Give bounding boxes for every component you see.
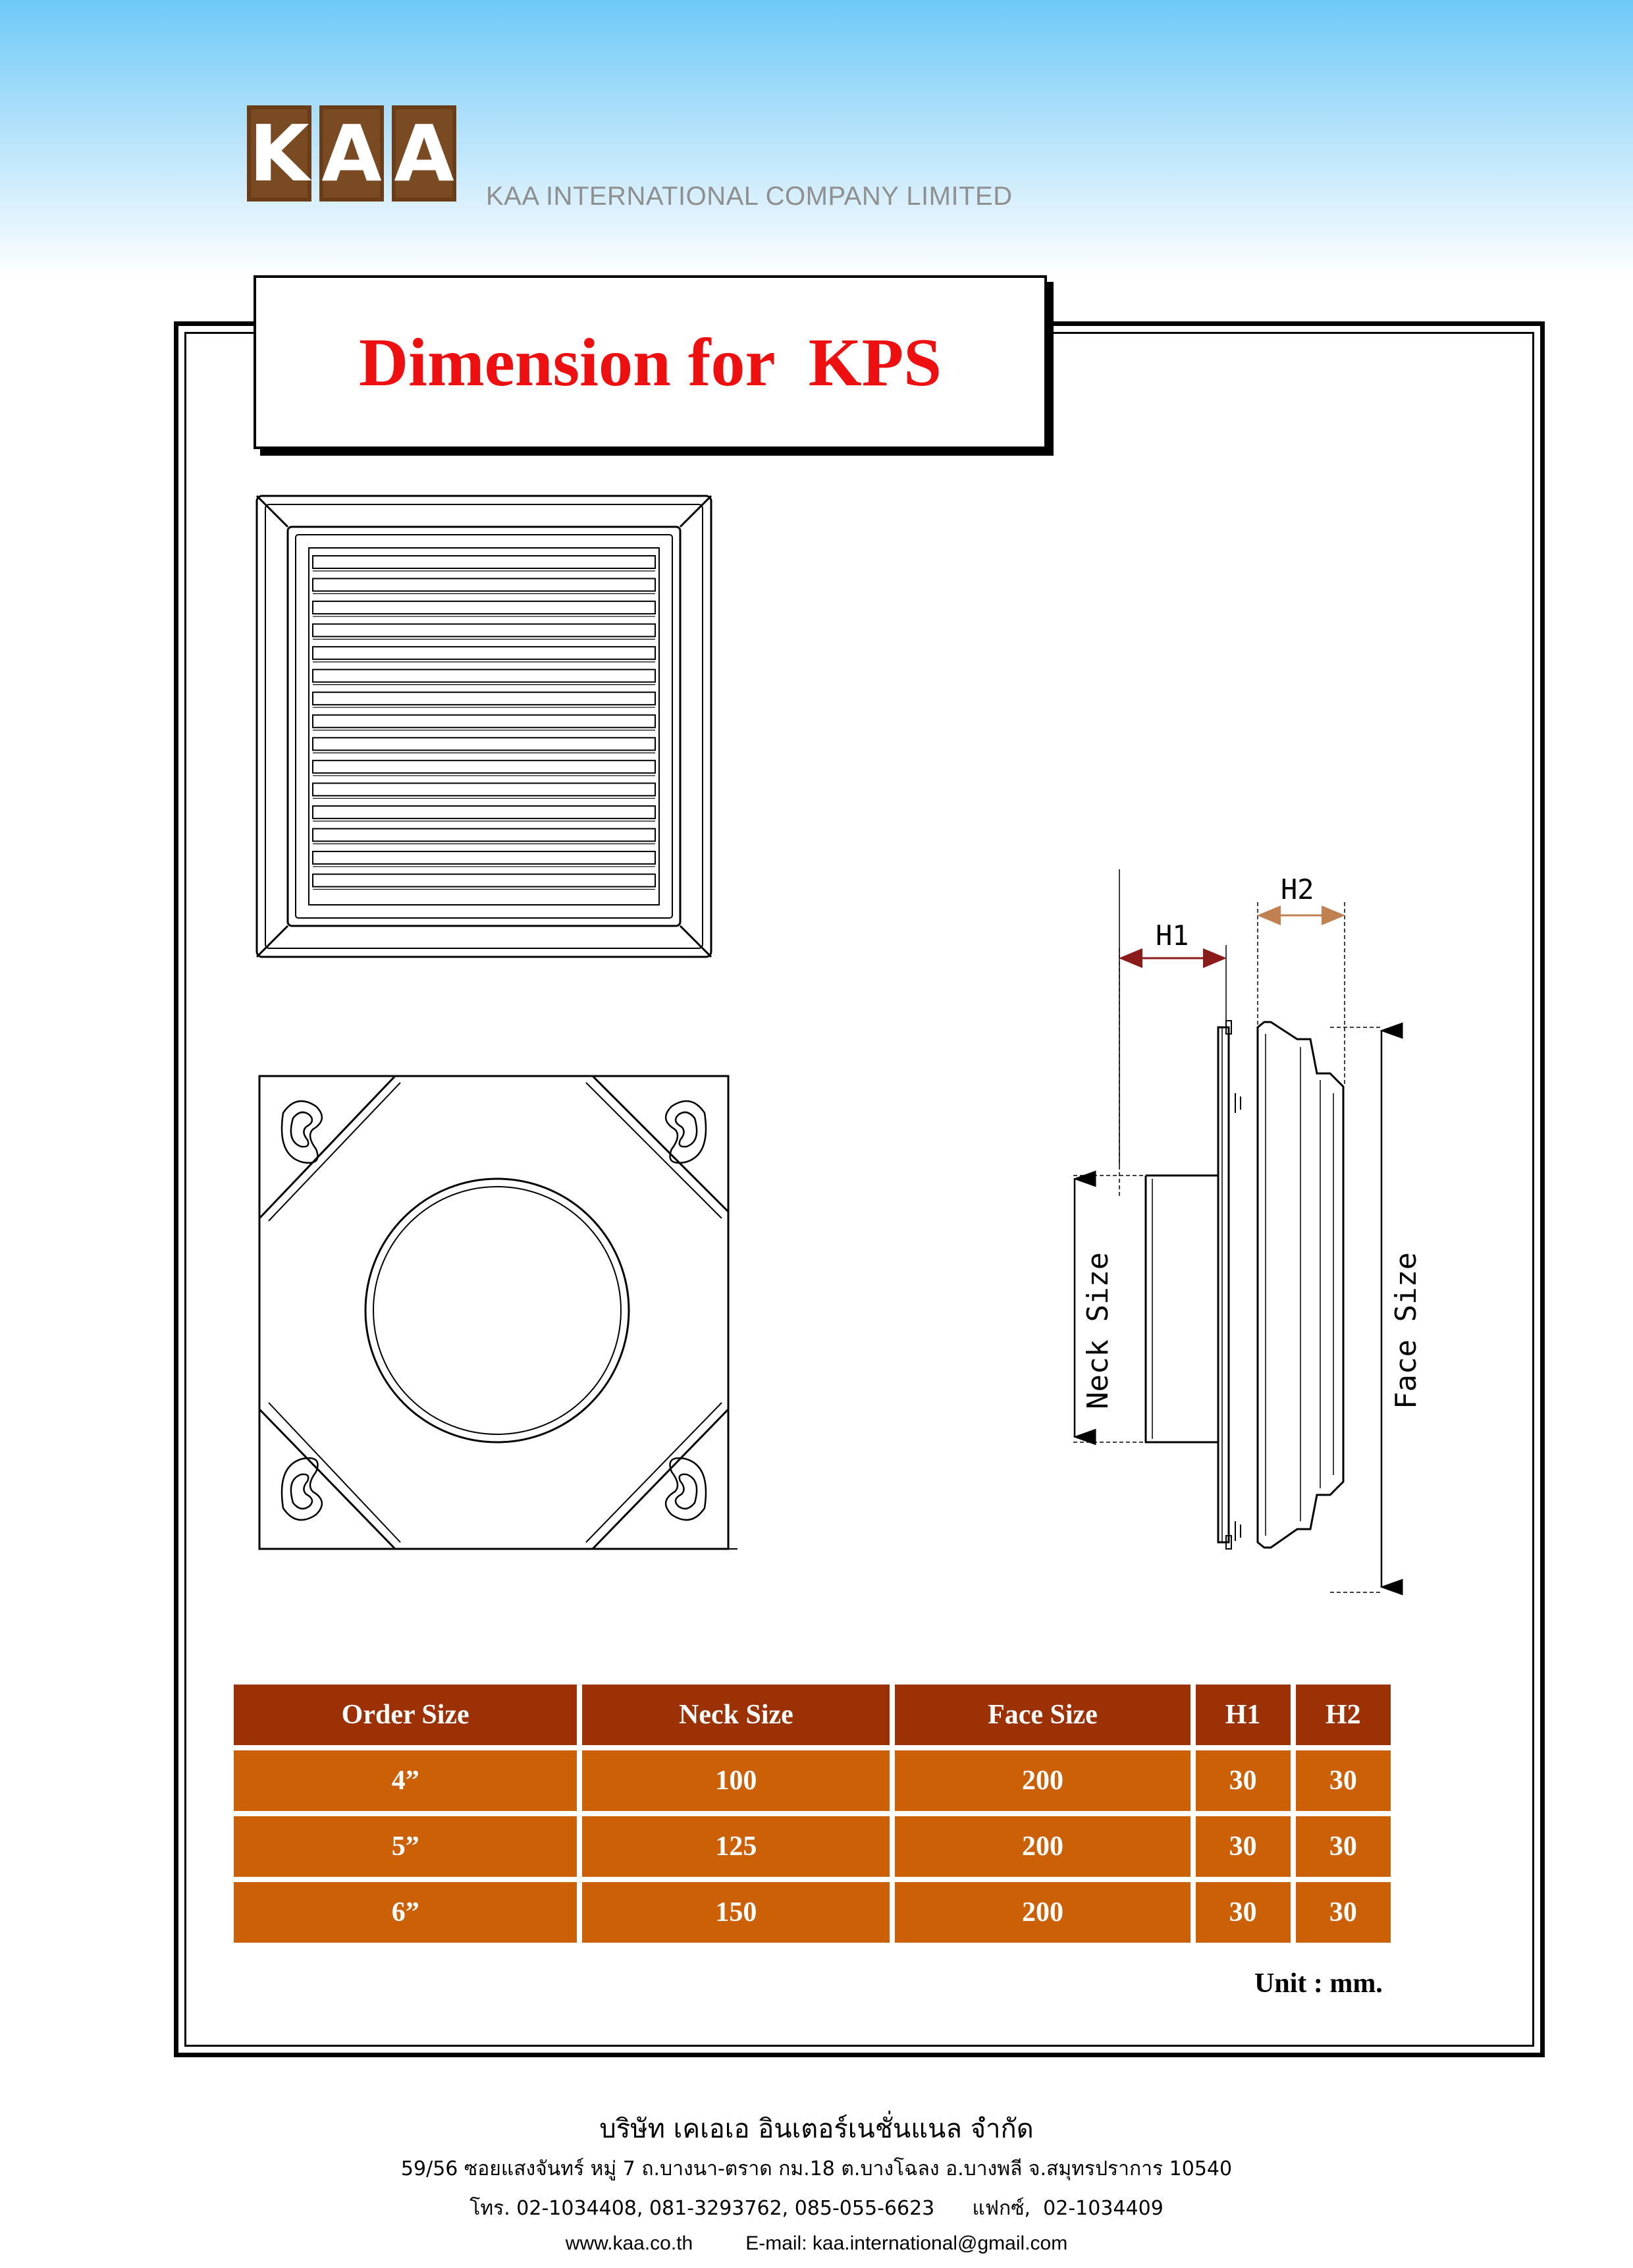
table-cell: 125 [582, 1816, 890, 1877]
h1-label: H1 [1156, 919, 1189, 952]
louvre-blade [313, 624, 655, 637]
neck-size-label: Neck Size [1081, 1252, 1115, 1409]
louvre-blade [313, 556, 655, 568]
table-cell: 30 [1196, 1750, 1291, 1811]
footer-phone: โทร. 02-1034408, 081-3293762, 085-055-6623 แฟกซ์, 02-1034409 [469, 2197, 1164, 2220]
logo-letter: A [392, 105, 456, 202]
table-header-cell: Neck Size [582, 1685, 890, 1745]
logo-letter: K [247, 105, 311, 202]
table-cell: 200 [895, 1882, 1190, 1943]
title-box [254, 275, 1047, 449]
table-header-row [234, 1685, 1391, 1745]
table-cell: 100 [582, 1750, 890, 1811]
footer-contact [0, 2232, 1633, 2255]
table-cell: 30 [1296, 1750, 1391, 1811]
page-title: Dimension for KPS [358, 324, 942, 400]
table-cell: 30 [1296, 1816, 1391, 1877]
table-cell: 6” [234, 1882, 577, 1943]
louvre-blade [313, 601, 655, 614]
table-cell: 200 [895, 1816, 1190, 1877]
louvre-blade [313, 692, 655, 705]
table-header-cell: H1 [1196, 1685, 1291, 1745]
louvre-blade [313, 715, 655, 728]
louvre-blade [313, 874, 655, 886]
dimension-table [228, 1679, 1396, 1948]
table-row [234, 1816, 1391, 1877]
email-link[interactable]: E-mail: kaa.international@gmail.com [745, 2232, 1068, 2254]
table-header-cell: H2 [1296, 1685, 1391, 1745]
logo-letter: A [319, 105, 384, 202]
back-view-drawing [257, 1073, 737, 1561]
table-header-cell: Face Size [895, 1685, 1190, 1745]
company-logo [247, 105, 464, 202]
unit-label: Unit : mm. [1254, 1968, 1383, 1999]
louvre-blade [313, 738, 655, 750]
louvre-blade [313, 851, 655, 864]
side-view-drawing [1054, 869, 1462, 1607]
louvre-blade [313, 647, 655, 659]
table-header-cell: Order Size [234, 1685, 577, 1745]
table-cell: 30 [1296, 1882, 1391, 1943]
face-size-label: Face Size [1389, 1252, 1423, 1409]
louvre-blade [313, 579, 655, 591]
table-cell: 30 [1196, 1816, 1291, 1877]
website-link[interactable]: www.kaa.co.th [565, 2232, 693, 2254]
footer-address: 59/56 ซอยแสงจันทร์ หมู่ 7 ถ.บางนา-ตราด กม.18 ต.บางโฉลง อ.บางพลี จ.สมุทรปราการ 10540 [400, 2157, 1233, 2180]
company-name-english: KAA INTERNATIONAL COMPANY LIMITED [486, 182, 1013, 211]
table-cell: 150 [582, 1882, 890, 1943]
front-view-drawing [254, 493, 714, 960]
table-cell: 4” [234, 1750, 577, 1811]
table-cell: 200 [895, 1750, 1190, 1811]
table-cell: 30 [1196, 1882, 1291, 1943]
table-row [234, 1882, 1391, 1943]
footer-company-thai: บริษัท เคเอเอ อินเตอร์เนชั่นแนล จำกัด [599, 2114, 1034, 2144]
table-row [234, 1750, 1391, 1811]
h2-label: H2 [1281, 873, 1314, 905]
louvre-blade [313, 806, 655, 819]
louvre-blade [313, 761, 655, 773]
louvre-blade [313, 670, 655, 682]
louvre-blade [313, 783, 655, 796]
louvre-blade [313, 828, 655, 841]
table-cell: 5” [234, 1816, 577, 1877]
